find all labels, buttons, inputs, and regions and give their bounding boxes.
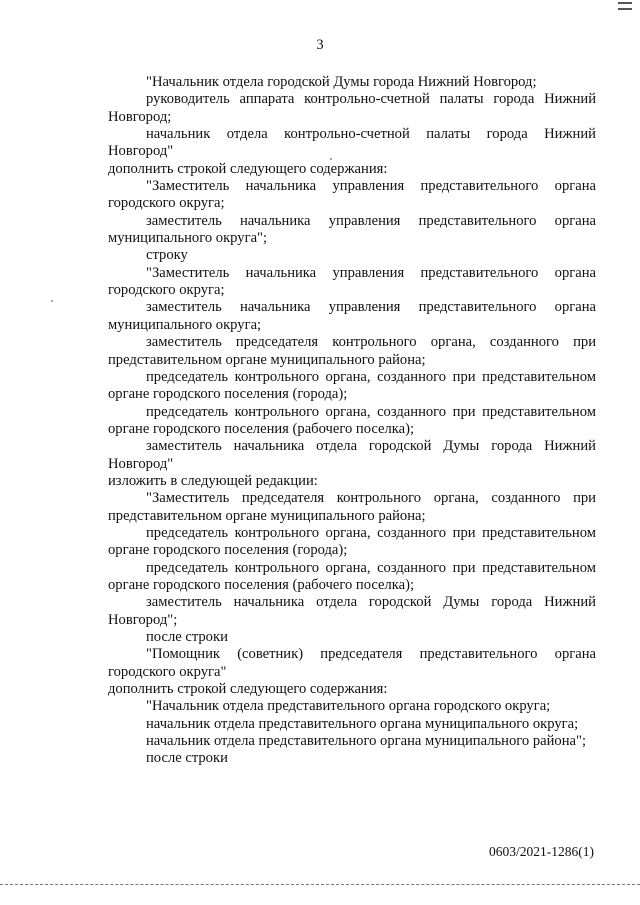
paragraph: начальник отдела представительного органа муниципального округа; [146,715,579,732]
scan-speck [330,158,332,160]
paragraph: заместитель начальника отдела городской Думы города Нижний Новгород" [108,438,596,472]
page-number: 3 [316,37,324,53]
paragraph: председатель контрольного органа, созданного при представительном органе городского поселения (рабочего поселка); [108,559,596,593]
paragraph: заместитель начальника отдела городской Думы города Нижний Новгород"; [108,594,596,628]
paragraph: "Заместитель начальника управления представительного органа городского округа; [108,264,596,299]
paragraph: руководитель аппарата контрольно-счетной палаты города Нижний Новгород; [108,91,596,125]
scan-speck [51,300,53,302]
paragraph: после строки [146,750,228,767]
paragraph: председатель контрольного органа, созданного при представительном органе городского поселения (города); [108,368,596,403]
scan-mark [618,8,632,10]
paragraph: дополнить строкой следующего содержания: [108,160,388,177]
paragraph: заместитель председателя контрольного органа, созданного при представительном органе муниципального района; [108,334,596,368]
paragraph: начальник отдела представительного органа муниципального района"; [146,733,587,750]
paragraph: председатель контрольного органа, созданного при представительном органе городского поселения (города); [108,524,596,559]
paragraph: "Начальник отдела городской Думы города Нижний Новгород; [146,74,537,90]
paragraph: после строки [146,629,228,645]
paragraph: строку [146,247,188,264]
scan-edge-line [0,884,640,886]
paragraph: "Заместитель председателя контрольного органа, созданного при представительном органе муниципального района; [108,490,596,524]
paragraph: "Начальник отдела представительного органа городского округа; [146,698,551,715]
paragraph: "Заместитель начальника управления представительного органа городского округа; [108,178,596,212]
paragraph: заместитель начальника управления представительного органа муниципального округа"; [108,212,596,247]
document-body [108,74,596,768]
scan-mark [618,2,632,4]
paragraph: заместитель начальника управления представительного органа муниципального округа; [108,299,596,333]
paragraph: председатель контрольного органа, созданного при представительном органе городского поселения (рабочего поселка); [108,403,596,437]
document-code: 0603/2021-1286(1) [489,844,594,859]
paragraph: изложить в следующей редакции: [108,472,318,489]
paragraph: "Помощник (советник) председателя представительного органа городского округа" [108,646,596,680]
paragraph: начальник отдела контрольно-счетной палаты города Нижний Новгород" [108,126,596,160]
paragraph: дополнить строкой следующего содержания: [108,681,388,698]
